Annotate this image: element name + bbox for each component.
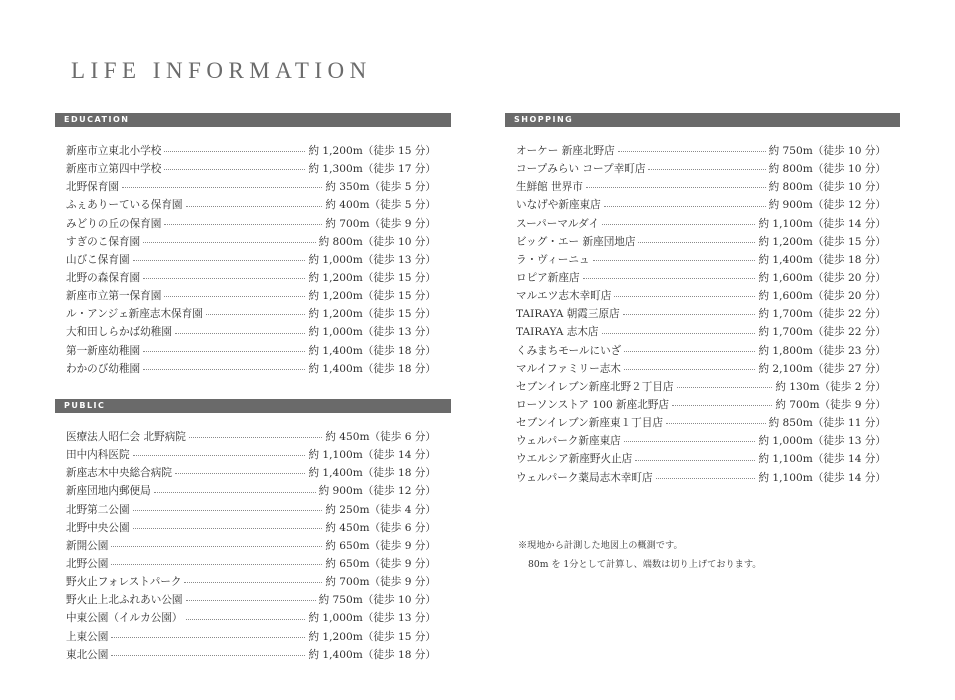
distance-value: 約 1,200m（徒歩 15 分） — [308, 145, 436, 157]
dotted-leader — [143, 242, 315, 243]
dotted-leader — [638, 242, 755, 243]
list-item — [516, 269, 886, 287]
place-name: 新座団地内郵便局 — [66, 485, 151, 498]
list-item — [516, 432, 886, 450]
list-item — [66, 573, 436, 591]
list-item — [516, 378, 886, 396]
place-name: すぎのこ保育園 — [66, 235, 141, 248]
list-item — [516, 469, 886, 487]
list-item — [66, 323, 436, 341]
dotted-leader — [586, 187, 766, 188]
list-item — [66, 537, 436, 555]
place-name: ローソンストア 100 新座北野店 — [516, 398, 670, 411]
distance-value: 約 1,400m（徒歩 18 分） — [758, 253, 886, 266]
place-name: スーパーマルダイ — [516, 217, 600, 230]
place-name: 新座市立東北小学校 — [66, 145, 162, 157]
list-item — [66, 609, 436, 627]
distance-value: 約 1,100m（徒歩 14 分） — [308, 449, 436, 462]
list-item — [516, 414, 886, 432]
place-name: くみまちモールにいざ — [516, 344, 622, 357]
list-item — [516, 305, 886, 323]
distance-value: 約 750m（徒歩 10 分） — [318, 594, 436, 607]
public-list — [66, 428, 436, 664]
dotted-leader — [624, 369, 756, 370]
place-name: 中東公園（イルカ公園） — [66, 612, 183, 625]
place-name: 第一新座幼稚園 — [66, 344, 141, 357]
place-name: 新座市立第一保育園 — [66, 290, 162, 303]
distance-value: 約 1,000m（徒歩 13 分） — [308, 326, 436, 339]
list-item — [66, 628, 436, 646]
dotted-leader — [175, 333, 306, 334]
dotted-leader — [164, 296, 305, 297]
distance-value: 約 1,400m（徒歩 18 分） — [308, 344, 436, 357]
dotted-leader — [666, 423, 766, 424]
place-name: マルイファミリー志木 — [516, 362, 621, 375]
distance-value: 約 1,000m（徒歩 13 分） — [308, 253, 436, 266]
distance-value: 約 1,300m（徒歩 17 分） — [308, 163, 436, 176]
list-item — [66, 646, 436, 664]
distance-value: 約 450m（徒歩 6 分） — [325, 521, 436, 534]
list-item — [516, 233, 886, 251]
place-name: TAIRAYA 志木店 — [516, 326, 599, 339]
place-name: オーケー 新座北野店 — [516, 145, 615, 157]
place-name: 大和田しらかば幼稚園 — [66, 326, 172, 339]
education-list — [66, 142, 436, 378]
distance-value: 約 250m（徒歩 4 分） — [325, 503, 436, 516]
place-name: ビッグ・エー 新座団地店 — [516, 235, 636, 248]
dotted-leader — [656, 478, 756, 479]
list-item — [66, 342, 436, 360]
distance-value: 約 2,100m（徒歩 27 分） — [758, 362, 886, 375]
distance-value: 約 1,600m（徒歩 20 分） — [758, 271, 886, 284]
distance-value: 約 1,200m（徒歩 15 分） — [308, 308, 436, 321]
dotted-leader — [648, 169, 765, 170]
place-name: コープみらい コープ幸町店 — [516, 163, 646, 176]
distance-value: 約 350m（徒歩 5 分） — [325, 181, 436, 194]
dotted-leader — [154, 492, 316, 493]
place-name: セブンイレブン新座東１丁目店 — [516, 417, 663, 430]
place-name: ロピア新座店 — [516, 271, 580, 284]
dotted-leader — [602, 333, 756, 334]
place-name: 東北公園 — [66, 648, 109, 661]
list-item — [66, 482, 436, 500]
place-name: ウエルシア新座野火止店 — [516, 453, 633, 466]
distance-value: 約 1,200m（徒歩 15 分） — [308, 271, 436, 284]
place-name: 医療法人昭仁会 北野病院 — [66, 431, 186, 443]
place-name: TAIRAYA 朝霞三原店 — [516, 308, 620, 321]
distance-value: 約 700m（徒歩 9 分） — [775, 398, 886, 411]
dotted-leader — [186, 206, 323, 207]
distance-value: 約 1,100m（徒歩 14 分） — [758, 453, 886, 466]
list-item — [516, 342, 886, 360]
dotted-leader — [635, 460, 755, 461]
distance-value: 約 1,100m（徒歩 14 分） — [758, 471, 886, 484]
dotted-leader — [122, 187, 322, 188]
list-item — [516, 287, 886, 305]
footnote — [518, 536, 761, 574]
dotted-leader — [189, 437, 322, 438]
distance-value: 約 1,400m（徒歩 18 分） — [308, 362, 436, 375]
distance-value: 約 1,200m（徒歩 15 分） — [308, 630, 436, 643]
dotted-leader — [133, 528, 323, 529]
distance-value: 約 900m（徒歩 12 分） — [768, 199, 886, 212]
place-name: 生鮮館 世界市 — [516, 181, 583, 194]
dotted-leader — [618, 151, 766, 152]
list-item — [66, 464, 436, 482]
distance-value: 約 450m（徒歩 6 分） — [325, 431, 436, 443]
distance-value: 約 130m（徒歩 2 分） — [775, 380, 886, 393]
distance-value: 約 700m（徒歩 9 分） — [325, 217, 436, 230]
shopping-section-header: SHOPPING — [505, 113, 900, 127]
place-name: ウェルパーク薬局志木幸町店 — [516, 471, 653, 484]
dotted-leader — [143, 369, 305, 370]
distance-value: 約 650m（徒歩 9 分） — [325, 539, 436, 552]
list-item — [66, 196, 436, 214]
dotted-leader — [164, 224, 322, 225]
place-name: 北野保育園 — [66, 181, 119, 194]
dotted-leader — [164, 169, 305, 170]
list-item — [66, 591, 436, 609]
list-item — [516, 360, 886, 378]
dotted-leader — [206, 314, 306, 315]
distance-value: 約 1,600m（徒歩 20 分） — [758, 290, 886, 303]
dotted-leader — [111, 637, 305, 638]
dotted-leader — [604, 206, 766, 207]
dotted-leader — [602, 224, 755, 225]
dotted-leader — [677, 387, 773, 388]
list-item — [516, 178, 886, 196]
list-item — [66, 251, 436, 269]
footnote-line-2: 80m を 1分として計算し、端数は切り上げております。 — [528, 559, 762, 570]
dotted-leader — [623, 314, 756, 315]
distance-value: 約 1,800m（徒歩 23 分） — [758, 344, 886, 357]
list-item — [516, 160, 886, 178]
dotted-leader — [143, 351, 305, 352]
list-item — [66, 519, 436, 537]
list-item — [66, 428, 436, 446]
distance-value: 約 650m（徒歩 9 分） — [325, 557, 436, 570]
place-name: いなげや新座東店 — [516, 199, 601, 212]
dotted-leader — [614, 296, 755, 297]
distance-value: 約 1,400m（徒歩 18 分） — [308, 648, 436, 661]
dotted-leader — [111, 564, 322, 565]
distance-value: 約 400m（徒歩 5 分） — [325, 199, 436, 212]
dotted-leader — [624, 351, 755, 352]
list-item — [66, 178, 436, 196]
place-name: 新座市立第四中学校 — [66, 163, 162, 176]
distance-value: 約 1,200m（徒歩 15 分） — [308, 290, 436, 303]
place-name: 田中内科医院 — [66, 449, 130, 462]
page-title: LIFE INFORMATION — [71, 58, 372, 83]
list-item — [66, 360, 436, 378]
list-item — [66, 215, 436, 233]
list-item — [66, 160, 436, 178]
dotted-leader — [133, 510, 323, 511]
list-item — [516, 251, 886, 269]
dotted-leader — [186, 619, 306, 620]
public-section-header: PUBLIC — [55, 399, 451, 413]
list-item — [516, 142, 886, 160]
place-name: ふぇありーている保育園 — [66, 199, 183, 212]
list-item — [516, 323, 886, 341]
dotted-leader — [672, 405, 772, 406]
list-item — [66, 142, 436, 160]
distance-value: 約 800m（徒歩 10 分） — [318, 235, 436, 248]
dotted-leader — [186, 600, 316, 601]
place-name: 上東公園 — [66, 630, 109, 643]
place-name: 新開公園 — [66, 539, 109, 552]
distance-value: 約 850m（徒歩 11 分） — [768, 417, 886, 430]
place-name: わかのび幼稚園 — [66, 362, 141, 375]
place-name: ラ・ヴィーニュ — [516, 253, 590, 266]
list-item — [516, 450, 886, 468]
distance-value: 約 1,700m（徒歩 22 分） — [758, 308, 886, 321]
place-name: 新座志木中央総合病院 — [66, 467, 172, 480]
dotted-leader — [583, 278, 756, 279]
dotted-leader — [133, 455, 306, 456]
distance-value: 約 800m（徒歩 10 分） — [768, 163, 886, 176]
place-name: セブンイレブン新座北野２丁目店 — [516, 380, 674, 393]
list-item — [516, 396, 886, 414]
shopping-list — [516, 142, 886, 487]
place-name: ウェルパーク新座東店 — [516, 435, 621, 448]
list-item — [66, 305, 436, 323]
dotted-leader — [624, 441, 756, 442]
place-name: マルエツ志木幸町店 — [516, 290, 612, 303]
place-name: みどりの丘の保育園 — [66, 217, 162, 230]
list-item — [516, 196, 886, 214]
distance-value: 約 1,000m（徒歩 13 分） — [758, 435, 886, 448]
distance-value: 約 1,700m（徒歩 22 分） — [758, 326, 886, 339]
place-name: 野火止フォレストパーク — [66, 576, 182, 589]
distance-value: 約 750m（徒歩 10 分） — [768, 145, 886, 157]
distance-value: 約 900m（徒歩 12 分） — [318, 485, 436, 498]
dotted-leader — [593, 260, 756, 261]
distance-value: 約 1,100m（徒歩 14 分） — [758, 217, 886, 230]
dotted-leader — [175, 473, 306, 474]
place-name: 北野中央公園 — [66, 521, 130, 534]
dotted-leader — [133, 260, 306, 261]
distance-value: 約 1,000m（徒歩 13 分） — [308, 612, 436, 625]
education-section-header: EDUCATION — [55, 113, 451, 127]
dotted-leader — [143, 278, 305, 279]
distance-value: 約 700m（徒歩 9 分） — [325, 576, 436, 589]
distance-value: 約 1,200m（徒歩 15 分） — [758, 235, 886, 248]
footnote-line-1: ※現地から計測した地図上の概測です。 — [518, 540, 683, 551]
place-name: 北野公園 — [66, 557, 109, 570]
list-item — [66, 555, 436, 573]
place-name: 北野第二公園 — [66, 503, 130, 516]
place-name: 野火止上北ふれあい公園 — [66, 594, 183, 607]
place-name: ル・アンジェ新座志木保育園 — [66, 308, 203, 321]
dotted-leader — [111, 546, 322, 547]
list-item — [66, 269, 436, 287]
distance-value: 約 1,400m（徒歩 18 分） — [308, 467, 436, 480]
list-item — [516, 215, 886, 233]
list-item — [66, 501, 436, 519]
dotted-leader — [184, 582, 322, 583]
list-item — [66, 233, 436, 251]
place-name: 北野の森保育園 — [66, 271, 141, 284]
list-item — [66, 446, 436, 464]
distance-value: 約 800m（徒歩 10 分） — [768, 181, 886, 194]
list-item — [66, 287, 436, 305]
place-name: 山びこ保育園 — [66, 253, 130, 266]
dotted-leader — [111, 655, 305, 656]
dotted-leader — [164, 151, 305, 152]
